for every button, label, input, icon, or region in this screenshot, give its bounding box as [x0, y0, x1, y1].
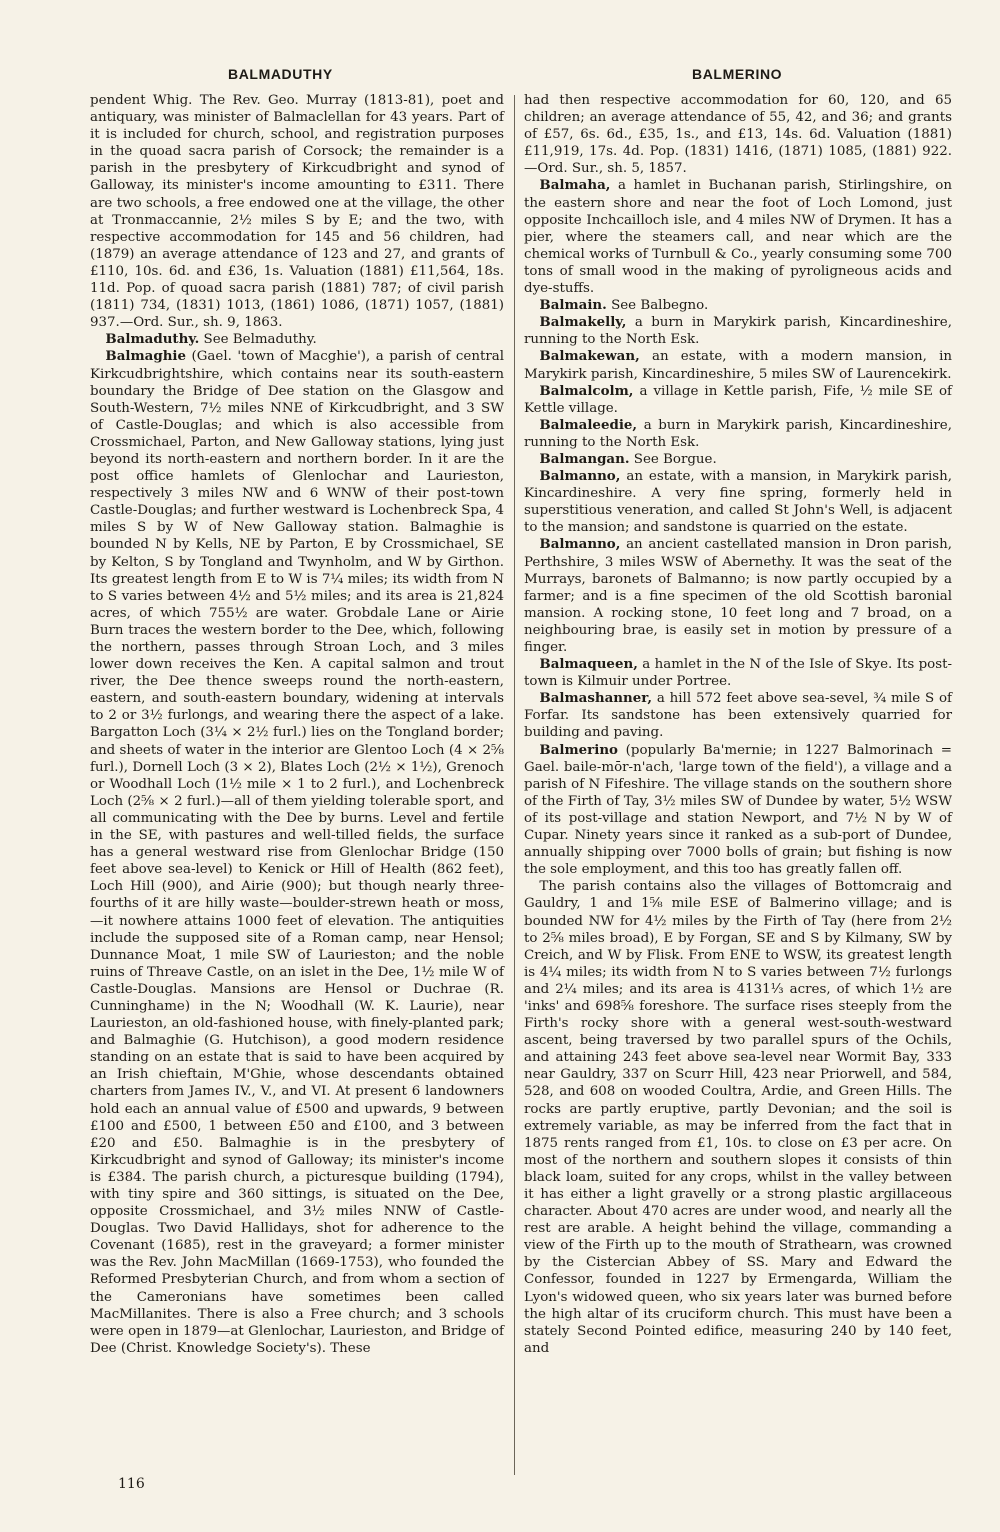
entry-paragraph [524, 314, 952, 348]
column-divider [514, 95, 515, 1475]
entry-paragraph [90, 331, 504, 348]
entry-paragraph [90, 348, 504, 1357]
entry-text: a burn in Marykirk parish, Kincardineshire, running to the North Esk. [524, 417, 952, 450]
entry-text: a hill 572 feet above sea-sevel, ¾ mile S of Forfar. Its sandstone has been extensively quarried for building and paving. [524, 691, 952, 741]
entry-headword: Balmaghie [105, 348, 187, 365]
entry-headword: Balmaqueen, [539, 656, 638, 673]
entry-headword: Balmain. [539, 297, 607, 314]
entry-headword: Balmalcolm, [539, 382, 634, 399]
entry-paragraph [524, 297, 952, 314]
entry-text: (popularly Ba'mernie; in 1227 Balmorinach = Gael. baile-mōr-n'ach, 'large town of the field'), a village and a parish of N Fifeshire. The village stands on the southern shore of the Firth of Tay, 3½ miles SW of Dundee by water, 5½ WSW of its post-village and station Newport, and 7½ N by W of Cupar. Ninety years since it ranked as a sub-port of Dundee, annually shipping over 7000 bolls of grain; but fishing is now the sole employment, and this too has greatly fallen off. [524, 742, 952, 878]
entry-headword: Balmakelly, [539, 314, 627, 331]
entry-text: pendent Whig. The Rev. Geo. Murray (1813-81), poet and antiquary, was minister of Balmaclellan for 43 years. Part of it is included for church, school, and registration purposes in the quoad sacra parish of Corsock; the remainder is a parish in the presbytery of Kirkcudbright and synod of Galloway, its minister's income amounting to £311. There are two schools, a free endowed one at the village, the other at Tronmaccannie, 2½ miles S by E; and the two, with respective accommodation for 145 and 56 children, had (1879) an average attendance of 123 and 27, and grants of £110, 10s. 6d. and £36, 1s. Valuation (1881) £11,564, 18s. 11d. Pop. of quoad sacra parish (1881) 787; of civil parish (1811) 734, (1831) 1013, (1861) 1086, (1871) 1057, (1881) 937.—Ord. Sur., sh. 9, 1863. [90, 93, 504, 331]
entry-headword: Balmerino [539, 741, 618, 758]
entry-text: The parish contains also the villages of Bottomcraig and Gauldry, 1 and 1⅝ mile ESE of Balmerino village; and is bounded NW for 4½ miles by the Firth of Tay (here from 2½ to 2⅝ miles broad), E by Forgan, SE and S by Kilmany, SW by Creich, and W by Flisk. From ENE to WSW, its greatest length is 4¼ miles; its width from N to S varies between 7½ furlongs and 2¼ miles; and its area is 4131⅓ acres, of which 1½ are 'inks' and 698⅝ foreshore. The surface rises steeply from the Firth's rocky shore with a general west-south-westward ascent, being traversed by two parallel spurs of the Ochils, and attaining 243 feet above sea-level near Wormit Bay, 333 near Gauldry, 337 on Scurr Hill, 423 near Priorwell, and 584, 528, and 608 on wooded Coultra, Ardie, and Green Hills. The rocks are partly eruptive, partly Devonian; and the soil is extremely variable, as may be inferred from the fact that in 1875 rents ranged from £1, 10s. to close on £3 per acre. On most of the northern and southern slopes it consists of thin black loam, suited for any crops, whilst in the valley between it has either a light gravelly or a strong plastic argillaceous character. About 470 acres are under wood, and nearly all the rest are arable. A height behind the village, commanding a view of the Firth up to the mouth of Strathearn, was crowned by the Cistercian Abbey of SS. Mary and Edward the Confessor, founded in 1227 by Ermengarda, William the Lyon's widowed queen, who six years later was burned before the high altar of its cruciform church. This must have been a stately Second Pointed edifice, measuring 240 by 140 feet, and [524, 879, 952, 1356]
entry-paragraph [524, 383, 952, 417]
entry-paragraph [524, 878, 952, 1357]
left-column [90, 92, 504, 1357]
entry-text: a hamlet in the N of the Isle of Skye. Its post-town is Kilmuir under Portree. [524, 657, 952, 690]
entry-text: (Gael. 'town of Macghie'), a parish of central Kirkcudbrightshire, which contains near its south-eastern boundary the Bridge of Dee station on the Glasgow and South-Western, 7½ miles NNE of Kirkcudbright, and 3 SW of Castle-Douglas; and which is also accessible from Crossmichael, Parton, and New Galloway stations, lying just beyond its north-eastern and northern border. In it are the post office hamlets of Glenlochar and Laurieston, respectively 3 miles NW and 6 WNW of their post-town Castle-Douglas; and further westward is Lochenbreck Spa, 4 miles S by W of New Galloway station. Balmaghie is bounded N by Kells, NE by Parton, E by Crossmichael, SE by Kelton, S by Tongland and Twynholm, and W by Girthon. Its greatest length from E to W is 7¼ miles; its width from N to S varies between 4½ and 5½ miles; and its area is 21,824 acres, of which 755½ are water. Grobdale Lane or Airie Burn traces the western border to the Dee, which, following the northern, passes through Stroan Loch, and 3 miles lower down receives the Ken. A capital salmon and trout river, the Dee thence sweeps round the north-eastern, eastern, and south-eastern boundary, widening at intervals to 2 or 3½ furlongs, and wearing there the aspect of a lake. Bargatton Loch (3¼ × 2½ furl.) lies on the Tongland border; and sheets of water in the interior are Glentoo Loch (4 × 2⅝ furl.), Dornell Loch (3 × 2), Blates Loch (2½ × 1½), Grenoch or Woodhall Loch (1½ mile × 1 to 2 furl.), and Lochenbreck Loch (2⅝ × 2 furl.)—all of them yielding tolerable sport, and all communicating with the Dee by burns. Level and fertile in the SE, with pastures and well-tilled fields, the surface has a general westward rise from Glenlochar Bridge (150 feet above sea-level) to Kenick or Hill of Health (862 feet), Loch Hill (900), and Airie (900); but though nearly three-fourths of it are hilly waste—boulder-strewn heath or moss,—it nowhere attains 1000 feet of elevation. The antiquities include the supposed site of a Roman camp, near Hensol; Dunnance Moat, 1 mile SW of Laurieston; and the noble ruins of Threave Castle, on an islet in the Dee, 1½ mile W of Castle-Douglas. Mansions are Hensol or Duchrae (R. Cunninghame) in the N; Woodhall (W. K. Laurie), near Laurieston, an old-fashioned house, with finely-planted park; and Balmaghie (G. Hutchison), a good modern residence standing on an estate that is said to have been acquired by an Irish chieftain, M'Ghie, whose descendants obtained charters from James IV., V., and VI. At present 6 landowners hold each an annual value of £500 and upwards, 9 between £100 and £500, 1 between £50 and £100, and 3 between £20 and £50. Balmaghie is in the presbytery of Kirkcudbright and synod of Galloway; its minister's income is £384. The parish church, a picturesque building (1794), with tiny spire and 360 sittings, is situated on the Dee, opposite Crossmichael, and 3½ miles NNW of Castle-Douglas. Two David Hallidays, shot for adherence to the Covenant (1685), rest in the graveyard; a former minister was the Rev. John MacMillan (1669-1753), who founded the Reformed Presbyterian Church, and from whom a section of the Cameronians have sometimes been called MacMillanites. There is also a Free church; and 3 schools were open in 1879—at Glenlochar, Laurieston, and Bridge of Dee (Christ. Knowledge Society's). These [90, 349, 504, 1356]
entry-paragraph [524, 92, 952, 177]
entry-text: See Balbegno. [606, 298, 709, 314]
entry-text: a village in Kettle parish, Fife, ½ mile SE of Kettle village. [524, 383, 952, 416]
entry-paragraph [524, 690, 952, 741]
entry-text: See Borgue. [629, 451, 717, 467]
entry-headword: Balmanno, [539, 536, 621, 553]
right-column [524, 92, 952, 1357]
entry-text: a burn in Marykirk parish, Kincardineshire, running to the North Esk. [524, 315, 952, 348]
entry-paragraph [524, 468, 952, 536]
entry-paragraph [524, 451, 952, 468]
entry-text: had then respective accommodation for 60, 120, and 65 children; an average attendance of 55, 42, and 36; and grants of £57, 6s. 6d., £35, 1s., and £13, 14s. 6d. Valuation (1881) £11,919, 17s. 4d. Pop. (1831) 1416, (1871) 1085, (1881) 922.—Ord. Sur., sh. 5, 1857. [524, 93, 952, 177]
page-number: 116 [118, 1476, 145, 1492]
entry-paragraph [524, 536, 952, 656]
entry-headword: Balmakewan, [539, 348, 640, 365]
entry-paragraph [524, 177, 952, 297]
entry-text: a hamlet in Buchanan parish, Stirlingshire, on the eastern shore and near the foot of Loch Lomond, just opposite Inchcailloch isle, and 4 miles NW of Drymen. It has a pier, where the steamers call, and near which are the chemical works of Turnbull & Co., yearly consuming some 700 tons of small wood in the making of pyroligneous acids and dye-stuffs. [524, 178, 952, 297]
entry-text: an estate, with a mansion, in Marykirk parish, Kincardineshire. A very fine spring, formerly held in superstitious veneration, and called St John's Well, is adjacent to the mansion; and sandstone is quarried on the estate. [524, 469, 952, 536]
entry-paragraph [90, 92, 504, 331]
running-header-right: BALMERINO [692, 66, 783, 82]
entry-headword: Balmaduthy. [105, 331, 200, 348]
entry-text: an ancient castellated mansion in Dron parish, Perthshire, 3 miles WSW of Abernethy. It was the seat of the Murrays, baronets of Balmanno; is now partly occupied by a farmer; and is a fine specimen of the old Scottish baronial mansion. A rocking stone, 10 feet long and 7 broad, on a neighbouring brae, is easily set in motion by pressure of a finger. [524, 537, 952, 655]
entry-headword: Balmangan. [539, 450, 630, 467]
entry-text: an estate, with a modern mansion, in Marykirk parish, Kincardineshire, 5 miles SW of Laurencekirk. [524, 349, 952, 382]
entry-headword: Balmashanner, [539, 690, 653, 707]
entry-headword: Balmaha, [539, 177, 611, 194]
entry-paragraph [524, 417, 952, 451]
entry-paragraph [524, 656, 952, 690]
running-header-left: BALMADUTHY [228, 66, 333, 82]
entry-paragraph [524, 348, 952, 382]
entry-headword: Balmaleedie, [539, 416, 638, 433]
entry-headword: Balmanno, [539, 468, 621, 485]
entry-paragraph [524, 742, 952, 879]
entry-text: See Belmaduthy. [199, 332, 317, 348]
